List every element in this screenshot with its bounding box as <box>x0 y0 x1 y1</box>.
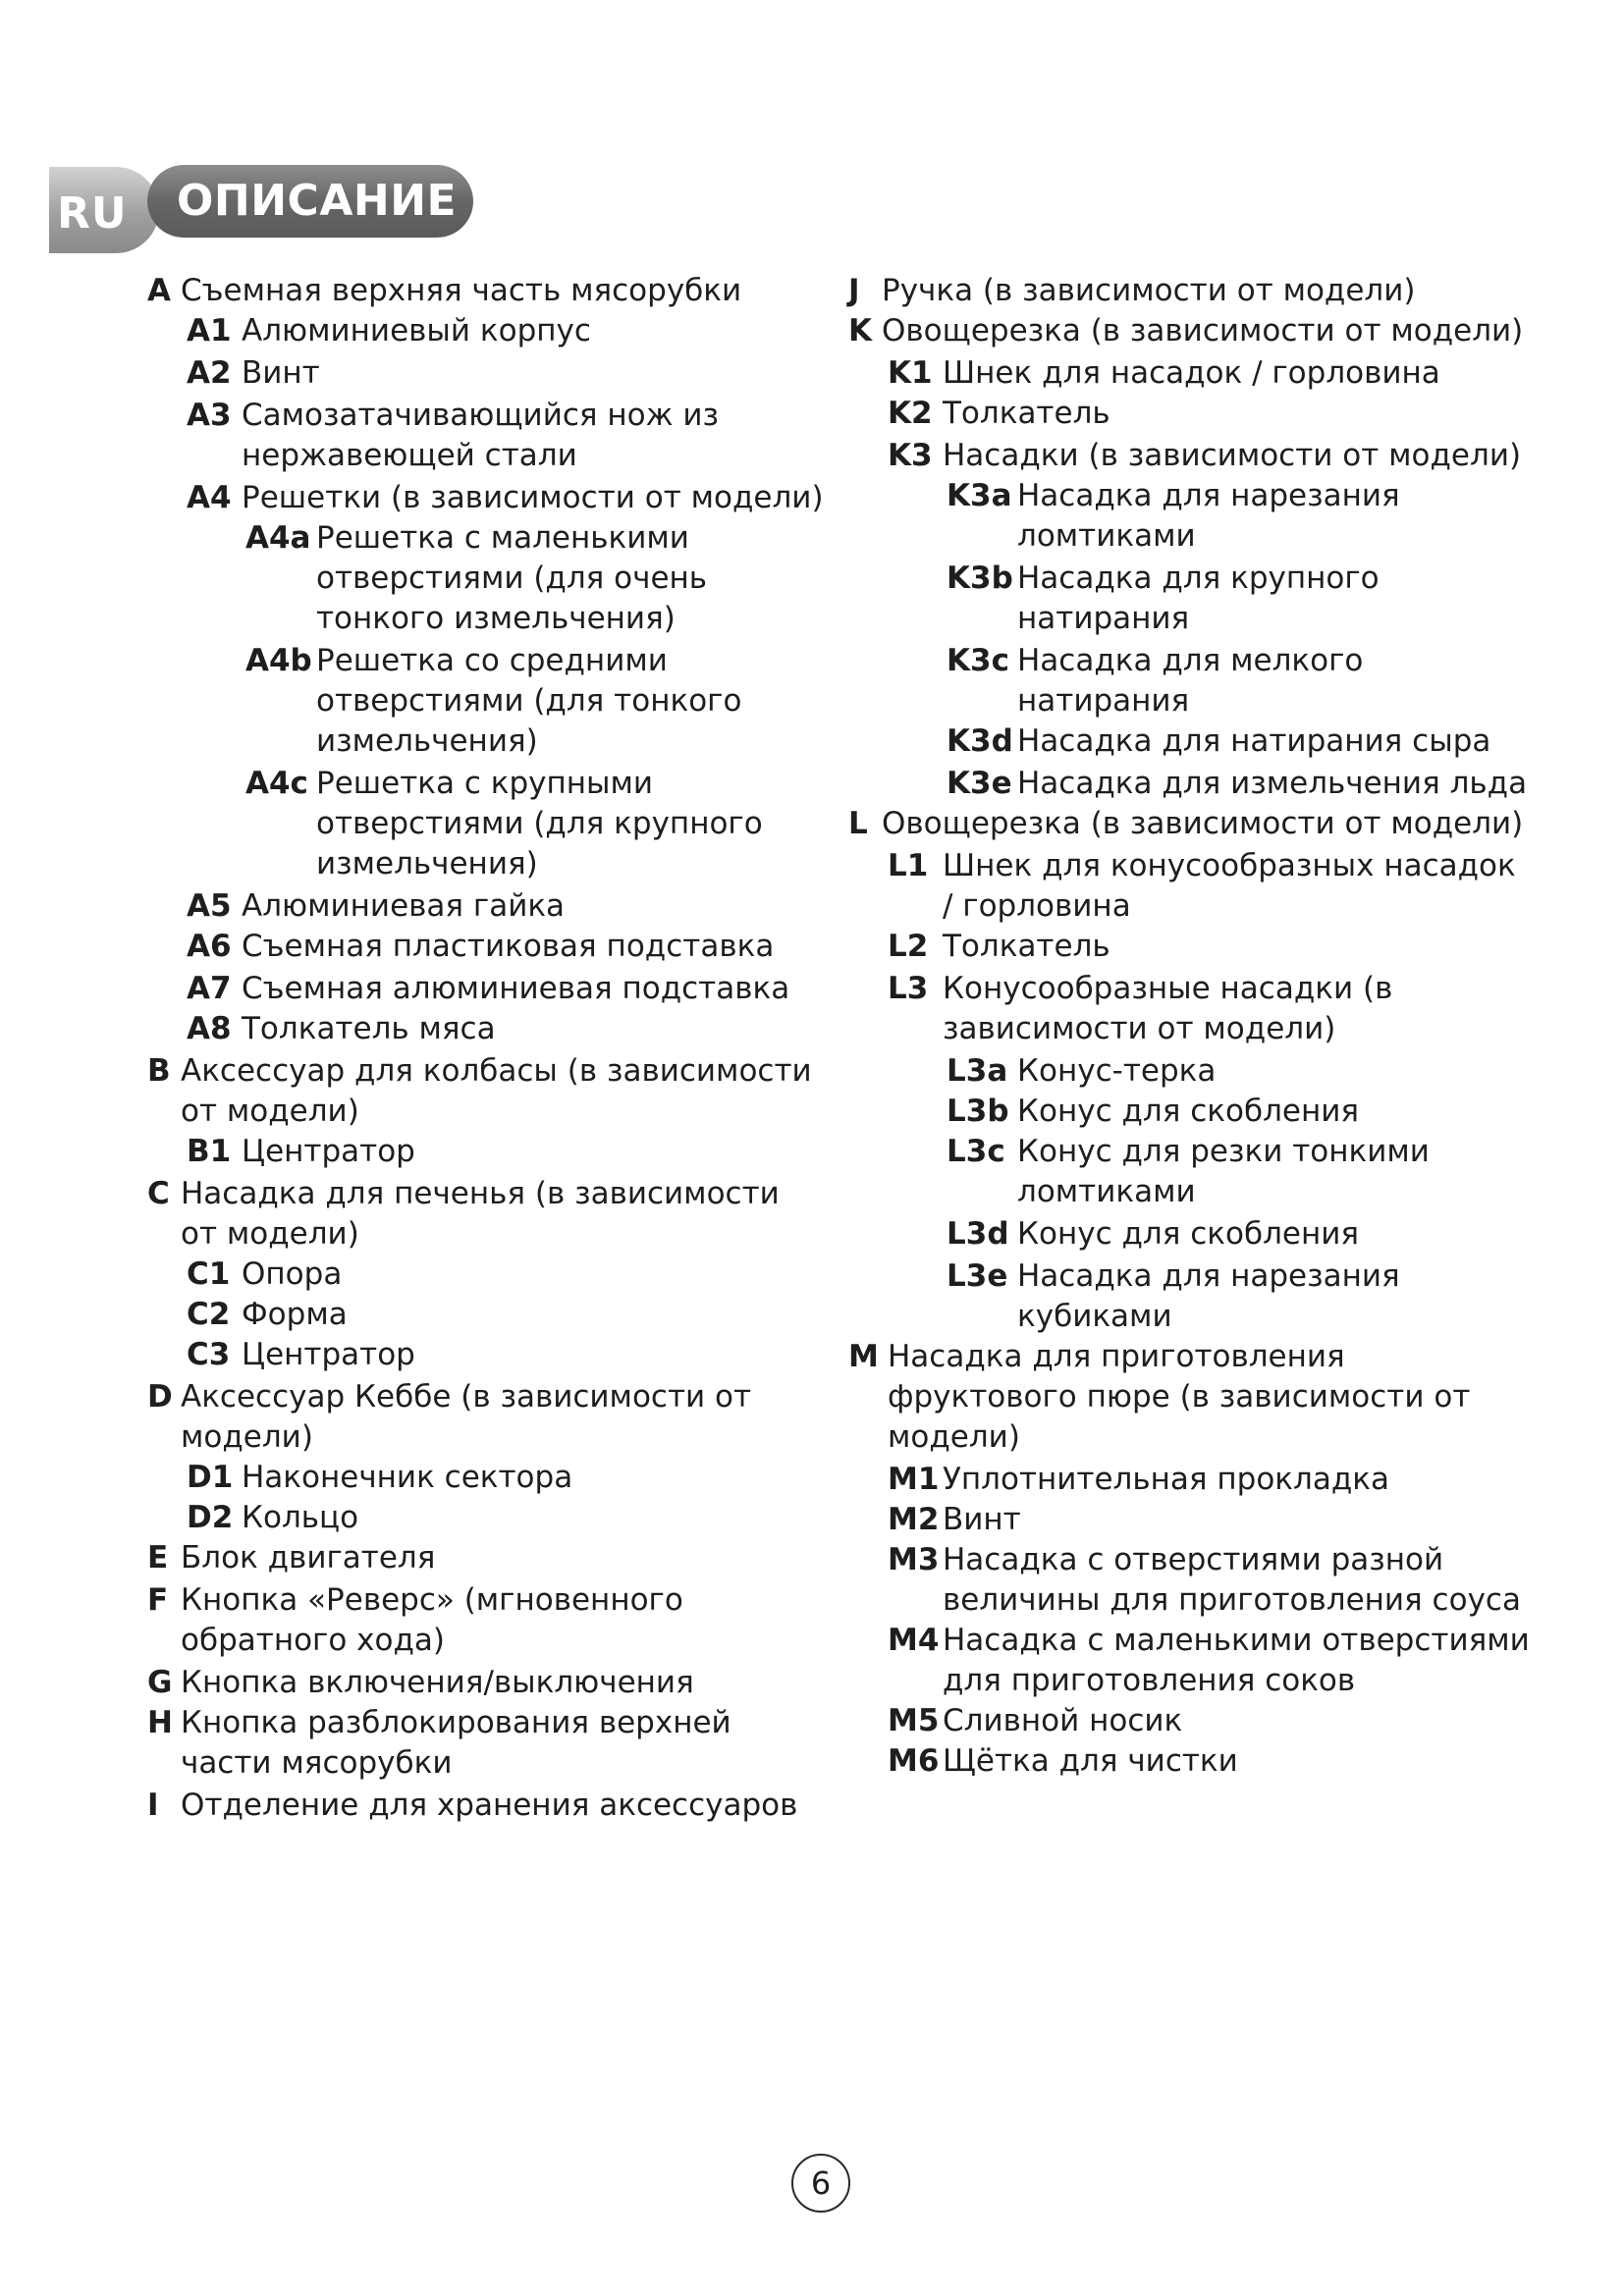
item-code: C1 <box>187 1256 231 1292</box>
item-text: Конус-терка <box>1017 1053 1217 1089</box>
item-text: Насадка для нарезания ломтиками <box>1017 478 1400 554</box>
item-code: K2 <box>888 396 933 431</box>
list-item <box>147 1786 825 1826</box>
item-text: Съемная пластиковая подставка <box>242 929 775 964</box>
list-item <box>888 1621 1536 1701</box>
item-code: C <box>147 1176 170 1211</box>
item-text: Решетка с крупными отверстиями (для крупного измельчения) <box>316 766 763 881</box>
item-code: A8 <box>187 1011 232 1046</box>
list-item <box>947 641 1536 721</box>
item-code: B <box>147 1053 171 1089</box>
item-code: A7 <box>187 971 232 1006</box>
item-text: Наконечник сектора <box>242 1460 573 1495</box>
list-item <box>187 1295 825 1335</box>
item-text: Сливной носик <box>943 1703 1183 1738</box>
list-item <box>187 1335 825 1375</box>
item-text: Алюминиевый корпус <box>242 313 591 348</box>
item-text: Шнек для конусообразных насадок / горловина <box>943 848 1516 924</box>
item-code: D1 <box>187 1460 234 1495</box>
item-text: Ручка (в зависимости от модели) <box>882 273 1416 308</box>
list-item <box>947 1214 1536 1255</box>
item-code: C3 <box>187 1337 231 1372</box>
list-item <box>187 1132 825 1172</box>
list-item <box>947 1092 1536 1132</box>
parts-list-left <box>147 271 825 1826</box>
item-code: D2 <box>187 1500 234 1535</box>
list-item <box>947 559 1536 639</box>
parts-list-right <box>848 271 1536 1782</box>
item-code: M <box>848 1339 879 1374</box>
item-text: Аксессуар Кеббе (в зависимости от модели) <box>181 1379 752 1455</box>
item-code: L3d <box>947 1216 1009 1252</box>
list-item <box>888 969 1536 1049</box>
title-badge <box>147 165 473 238</box>
item-code: K3 <box>888 438 933 473</box>
item-text: Решетка с маленькими отверстиями (для очень тонкого измельчения) <box>316 520 708 636</box>
list-item <box>187 478 825 518</box>
item-code: K3c <box>947 643 1009 678</box>
language-badge <box>49 167 159 253</box>
list-item <box>187 927 825 967</box>
item-text: Кнопка «Реверс» (мгновенного обратного хода) <box>181 1582 683 1658</box>
item-text: Насадка для измельчения льда <box>1017 766 1528 801</box>
item-text: Конус для скобления <box>1017 1216 1360 1252</box>
item-code: M2 <box>888 1502 940 1537</box>
item-text: Винт <box>943 1502 1021 1537</box>
item-text: Овощерезка (в зависимости от модели) <box>882 313 1524 348</box>
item-code: M5 <box>888 1703 940 1738</box>
list-item <box>888 927 1536 967</box>
item-code: I <box>147 1788 159 1823</box>
item-text: Конус для скобления <box>1017 1094 1360 1129</box>
list-item <box>888 394 1536 434</box>
list-item <box>187 396 825 476</box>
item-text: Толкатель <box>943 929 1110 964</box>
item-text: Щётка для чистки <box>943 1743 1238 1779</box>
list-item <box>848 1337 1536 1458</box>
list-item <box>187 1009 825 1049</box>
item-code: A <box>147 273 171 308</box>
item-text: Кнопка разблокирования верхней части мясорубки <box>181 1705 731 1781</box>
item-text: Опора <box>242 1256 343 1292</box>
item-code: A5 <box>187 888 232 924</box>
item-text: Насадка для крупного натирания <box>1017 561 1380 636</box>
item-text: Самозатачивающийся нож из нержавеющей стали <box>242 398 720 473</box>
list-item <box>147 271 825 311</box>
item-code: L2 <box>888 929 929 964</box>
item-text: Насадка для приготовления фруктового пюре (в зависимости от модели) <box>888 1339 1471 1455</box>
item-code: L1 <box>888 848 929 883</box>
list-item <box>848 271 1536 311</box>
item-code: M6 <box>888 1743 940 1779</box>
item-code: L3a <box>947 1053 1008 1089</box>
item-code: M3 <box>888 1542 940 1577</box>
item-code: E <box>147 1540 169 1575</box>
item-code: A2 <box>187 355 232 391</box>
list-item <box>888 353 1536 394</box>
list-item <box>187 311 825 351</box>
item-text: Насадка с маленькими отверстиями для приготовления соков <box>943 1623 1530 1698</box>
list-item <box>147 1377 825 1458</box>
item-text: Кольцо <box>242 1500 359 1535</box>
item-text: Решетки (в зависимости от модели) <box>242 480 824 515</box>
list-item <box>187 1498 825 1538</box>
item-text: Аксессуар для колбасы (в зависимости от модели) <box>181 1053 812 1129</box>
list-item <box>888 1701 1536 1741</box>
item-code: L <box>848 806 868 841</box>
page-number: 6 <box>791 2154 850 2213</box>
list-item <box>848 311 1536 351</box>
list-item <box>187 1255 825 1295</box>
item-code: K <box>848 313 873 348</box>
item-text: Насадка для натирания сыра <box>1017 723 1491 759</box>
item-code: A1 <box>187 313 232 348</box>
item-text: Кнопка включения/выключения <box>181 1665 694 1700</box>
item-text: Форма <box>242 1297 348 1332</box>
list-item <box>187 969 825 1009</box>
item-text: Шнек для насадок / горловина <box>943 355 1440 391</box>
item-code: F <box>147 1582 169 1618</box>
item-code: M1 <box>888 1462 940 1497</box>
list-item <box>947 764 1536 804</box>
list-item <box>888 1460 1536 1500</box>
item-text: Центратор <box>242 1337 415 1372</box>
item-text: Съемная алюминиевая подставка <box>242 971 790 1006</box>
item-code: H <box>147 1705 173 1740</box>
item-text: Насадка для нарезания кубиками <box>1017 1258 1400 1334</box>
list-item <box>888 436 1536 476</box>
page-title: ОПИСАНИЕ <box>177 176 458 226</box>
list-item <box>147 1051 825 1132</box>
item-text: Овощерезка (в зависимости от модели) <box>882 806 1524 841</box>
item-text: Решетка со средними отверстиями (для тонкого измельчения) <box>316 643 742 759</box>
item-code: C2 <box>187 1297 231 1332</box>
item-code: D <box>147 1379 173 1415</box>
item-code: K3a <box>947 478 1012 513</box>
list-item <box>187 886 825 927</box>
item-text: Насадка для печенья (в зависимости от модели) <box>181 1176 780 1252</box>
item-code: M4 <box>888 1623 940 1658</box>
item-text: Толкатель <box>943 396 1110 431</box>
item-code: A4a <box>245 520 311 556</box>
list-item <box>947 476 1536 557</box>
list-item <box>888 846 1536 927</box>
language-code: RU <box>57 188 128 239</box>
item-code: A4 <box>187 480 232 515</box>
item-text: Насадка для мелкого натирания <box>1017 643 1364 719</box>
list-item <box>245 641 825 762</box>
item-text: Блок двигателя <box>181 1540 436 1575</box>
item-text: Отделение для хранения аксессуаров <box>181 1788 798 1823</box>
list-item <box>888 1540 1536 1621</box>
item-text: Съемная верхняя часть мясорубки <box>181 273 742 308</box>
item-text: Винт <box>242 355 320 391</box>
item-code: B1 <box>187 1134 232 1169</box>
item-code: J <box>848 273 860 308</box>
list-item <box>947 721 1536 762</box>
list-item <box>245 764 825 884</box>
item-code: K3d <box>947 723 1013 759</box>
list-item <box>848 804 1536 844</box>
list-item <box>947 1051 1536 1092</box>
item-code: K3e <box>947 766 1012 801</box>
list-item <box>888 1500 1536 1540</box>
section-header <box>49 165 473 255</box>
item-text: Насадка с отверстиями разной величины для приготовления соуса <box>943 1542 1521 1618</box>
item-code: L3 <box>888 971 929 1006</box>
item-text: Уплотнительная прокладка <box>943 1462 1389 1497</box>
item-text: Конусообразные насадки (в зависимости от модели) <box>943 971 1393 1046</box>
list-item <box>947 1132 1536 1212</box>
list-item <box>187 353 825 394</box>
item-code: A4c <box>245 766 308 801</box>
list-item <box>245 518 825 639</box>
item-code: A6 <box>187 929 232 964</box>
list-item <box>147 1580 825 1661</box>
list-item <box>147 1703 825 1784</box>
item-code: L3b <box>947 1094 1009 1129</box>
item-text: Алюминиевая гайка <box>242 888 566 924</box>
list-item <box>187 1458 825 1498</box>
list-item <box>888 1741 1536 1782</box>
item-code: K3b <box>947 561 1013 596</box>
list-item <box>947 1256 1536 1337</box>
item-code: A4b <box>245 643 312 678</box>
item-code: K1 <box>888 355 933 391</box>
list-item <box>147 1663 825 1703</box>
item-code: G <box>147 1665 173 1700</box>
item-code: A3 <box>187 398 232 433</box>
item-text: Конус для резки тонкими ломтиками <box>1017 1134 1430 1209</box>
list-item <box>147 1538 825 1578</box>
item-code: L3e <box>947 1258 1008 1294</box>
item-text: Насадки (в зависимости от модели) <box>943 438 1522 473</box>
item-text: Центратор <box>242 1134 415 1169</box>
item-text: Толкатель мяса <box>242 1011 496 1046</box>
list-item <box>147 1174 825 1255</box>
item-code: L3c <box>947 1134 1005 1169</box>
